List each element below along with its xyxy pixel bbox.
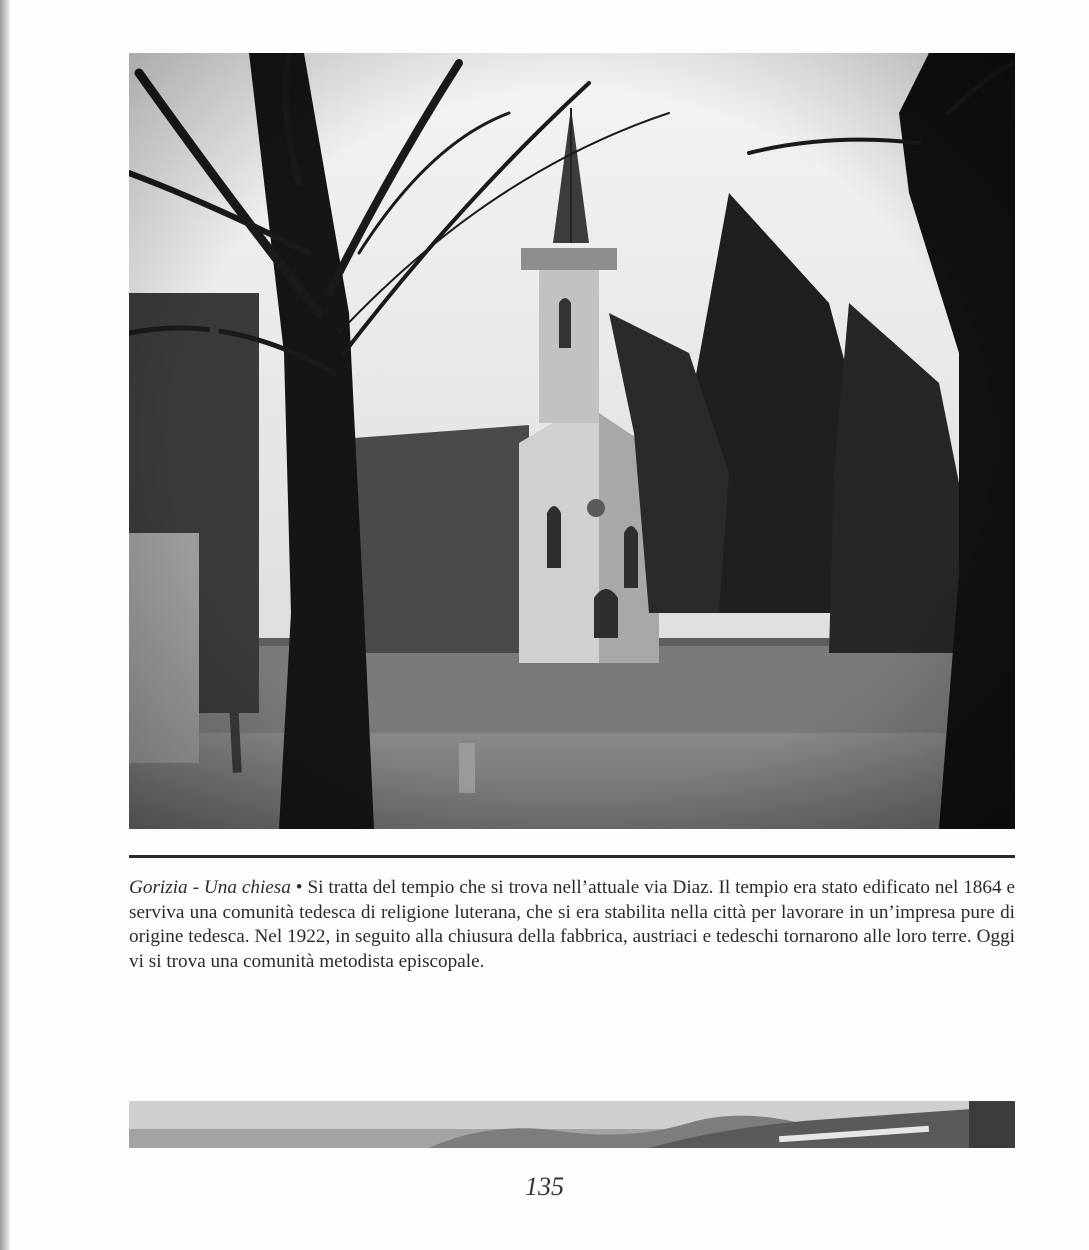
caption-separator: •	[290, 877, 308, 898]
caption-text: Si tratta del tempio che si trova nell’attuale via Diaz. Il tempio era stato edificato nel 1864 e serviva una comunità tedesca di religione luterana, che si era stabilita nella città per lavorare in un’impresa pure di origine tedesca. Nel 1922, in seguito alla chiusura della fabbrica, austriaci e tedeschi tornarono alle loro terre. Oggi vi si trova una comunità metodista episcopale.	[129, 877, 1016, 972]
page-number: 135	[525, 1172, 564, 1201]
book-spine-shadow	[0, 0, 10, 1250]
photo-caption	[129, 876, 1015, 974]
next-photo-strip	[129, 1101, 1015, 1148]
caption-divider	[129, 855, 1015, 858]
church-photo	[129, 53, 1015, 829]
caption-title: Gorizia - Una chiesa	[129, 877, 291, 898]
